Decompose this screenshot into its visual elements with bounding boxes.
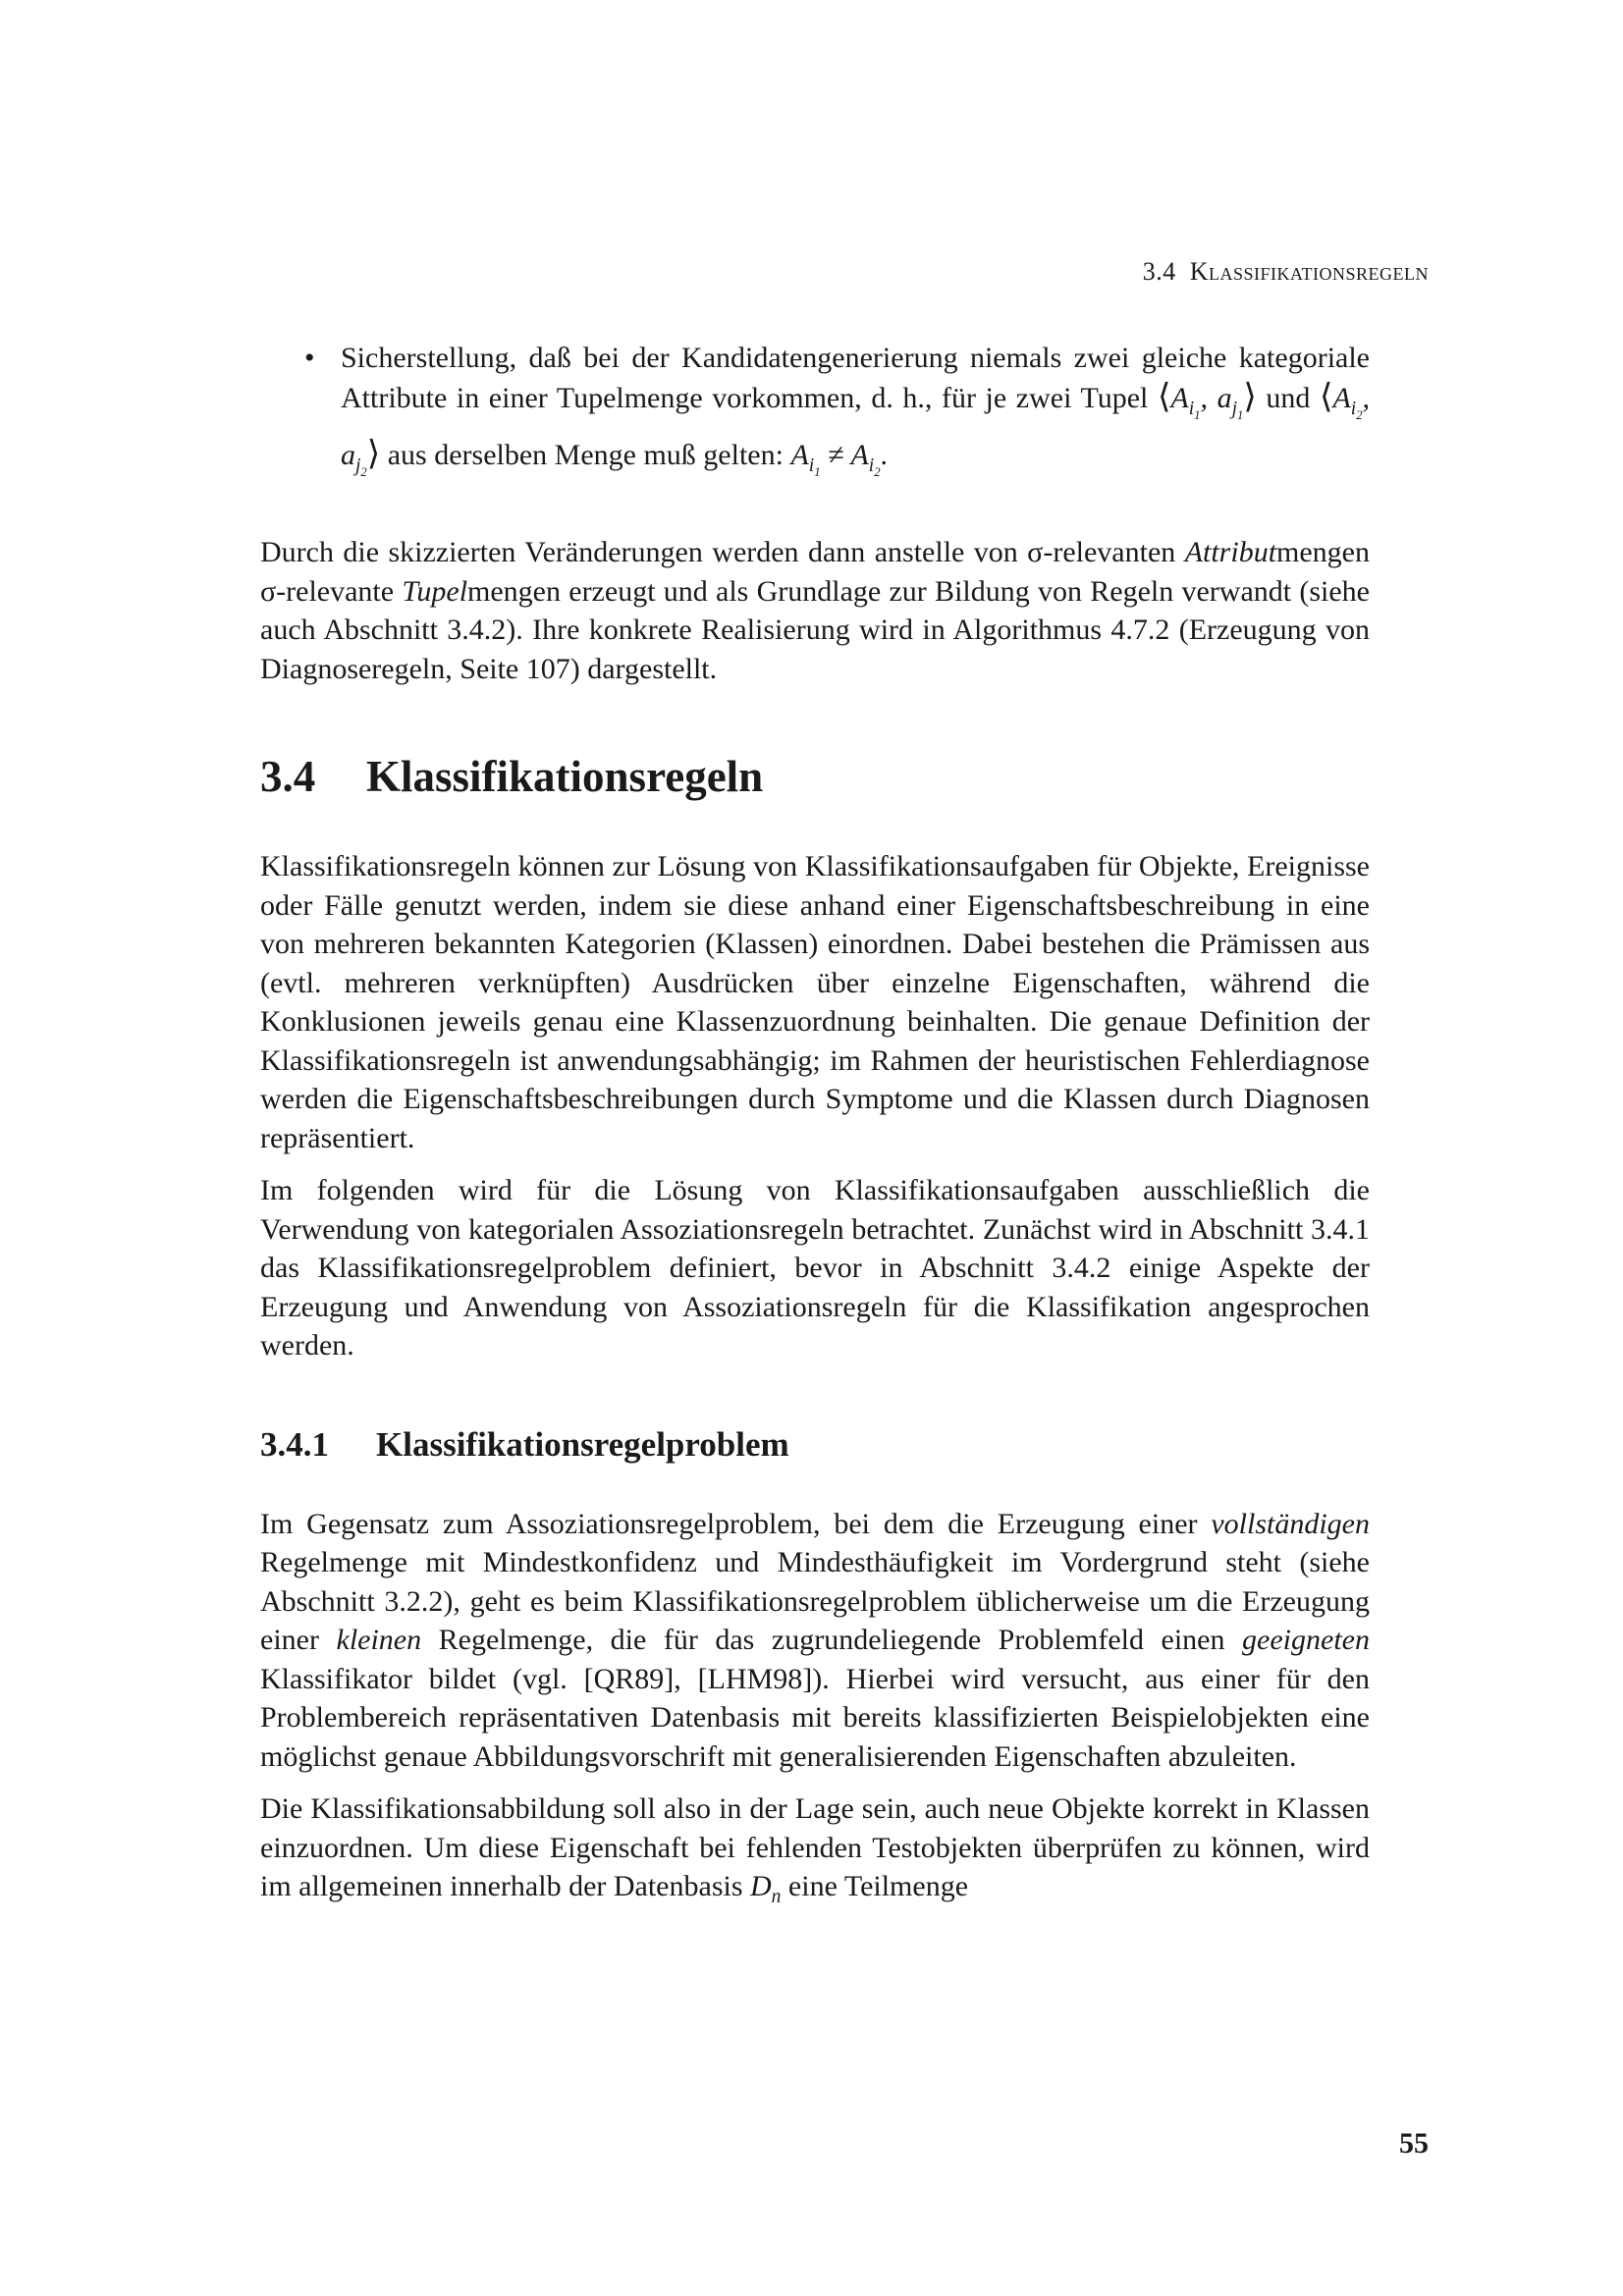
text-run: Klassifikator bildet (vgl. [QR89], [LHM98]). Hierbei wird versucht, aus einer für den Problembereich repräsentativen Datenbasis mit bereits klassifizierten Beispielobjekten eine möglichst genaue Abbildungsvorschrift mit generalisierenden Eigenschaften abzuleiten. bbox=[260, 1662, 1370, 1773]
bullet-dot-icon: • bbox=[304, 342, 315, 374]
inequality: $A_{i_1} \ne A_{i_2}$ bbox=[790, 438, 881, 479]
bullet-end: . bbox=[880, 438, 889, 471]
running-head bbox=[1143, 257, 1429, 287]
bullet-and: und bbox=[1256, 381, 1320, 414]
emphasis: vollständigen bbox=[1211, 1507, 1370, 1540]
section-heading bbox=[260, 751, 1370, 802]
section-title: Klassifikationsregeln bbox=[366, 752, 764, 802]
emphasis: Tupel bbox=[402, 574, 468, 608]
tuple-1: $⟨A_{i_1}$, $a_{j_1}⟩$ bbox=[1157, 377, 1257, 422]
text-run: Im Gegensatz zum Assoziationsregelproblem, bei dem die Erzeugung einer bbox=[260, 1507, 1212, 1540]
intro-paragraph bbox=[260, 533, 1370, 688]
subsection-paragraph-1 bbox=[260, 1505, 1370, 1777]
bullet-text bbox=[341, 339, 1370, 492]
subsection-number: 3.4.1 bbox=[260, 1424, 329, 1464]
text-run: mengen erzeugt und als Grundlage zur Bildung von Regeln verwandt (siehe auch Abschnitt 3.4.2). Ihre konkrete Realisierung wird in Algorithmus 4.7.2 (Erzeugung von Diagnoseregeln, Seite 107) dargestellt. bbox=[260, 574, 1370, 685]
bullet-text-part: aus derselben Menge muß gelten: bbox=[380, 438, 791, 471]
page-number: 55 bbox=[1399, 2127, 1429, 2160]
text-run: Die Klassifikationsabbildung soll also in der Lage sein, auch neue Objekte korrekt in Klassen einzuordnen. Um diese Eigenschaft bei fehlenden Testobjekten überprüfen zu können, wird im allgemeinen innerhalb der Datenbasis bbox=[260, 1792, 1370, 1903]
emphasis: Attribut bbox=[1184, 536, 1277, 569]
tuple-2: $⟨A_{i_2}$, $a_{j_2}⟩$ bbox=[341, 377, 1371, 479]
text-run: Regelmenge, die für das zugrundeliegende Problemfeld einen bbox=[421, 1624, 1243, 1657]
text-run: mengen σ-relevante bbox=[260, 536, 1370, 608]
text-run: Regelmenge mit Mindestkonfidenz und Mindesthäufigkeit im Vordergrund steht (siehe Abschnitt 3.2.2), geht es beim Klassifikationsregelproblem üblicherweise um die Erzeugung einer bbox=[260, 1546, 1370, 1657]
subsection-paragraph-2 bbox=[260, 1789, 1370, 1917]
running-head-title: Klassifikationsregeln bbox=[1189, 257, 1429, 286]
emphasis: kleinen bbox=[336, 1624, 422, 1657]
bullet-text-part: Sicherstellung, daß bei der Kandidatengenerierung niemals zwei gleiche kategoriale Attribute in einer Tupelmenge vorkommen, d. h., für je zwei Tupel bbox=[341, 342, 1370, 414]
running-head-number: 3.4 bbox=[1142, 257, 1176, 286]
section-number: 3.4 bbox=[260, 752, 316, 802]
section-paragraph-1: Klassifikationsregeln können zur Lösung von Klassifikationsaufgaben für Objekte, Ereignisse oder Fälle genutzt werden, indem sie diese anhand einer Eigenschaftsbeschreibung in eine von mehreren bekannten Kategorien (Klassen) einordnen. Dabei bestehen die Prämissen aus (evtl. mehreren verknüpften) Ausdrücken über einzelne Eigenschaften, während die Konklusionen jeweils genau eine Klassenzuordnung beinhalten. Die genaue Definition der Klassifikationsregeln ist anwendungsabhängig; im Rahmen der heuristischen Fehlerdiagnose werden die Eigenschaftsbeschreibungen durch Symptome und die Klassen durch Diagnosen repräsentiert. bbox=[260, 850, 1370, 1154]
text-run: Durch die skizzierten Veränderungen werden dann anstelle von σ-relevanten bbox=[260, 536, 1185, 569]
subsection-title: Klassifikationsregelproblem bbox=[376, 1424, 789, 1464]
text-run: eine Teilmenge bbox=[781, 1870, 969, 1903]
section-paragraph-2: Im folgenden wird für die Lösung von Klassifikationsaufgaben ausschließlich die Verwendung von kategorialen Assoziationsregeln betrachtet. Zunächst wird in Abschnitt 3.4.1 das Klassifikationsregelproblem definiert, bevor in Abschnitt 3.4.2 einige Aspekte der Erzeugung und Anwendung von Assoziationsregeln für die Klassifikation angesprochen werden. bbox=[260, 1174, 1370, 1362]
page-body bbox=[260, 339, 1370, 1917]
emphasis: geeigneten bbox=[1242, 1624, 1370, 1657]
dataset-symbol: $D_n$ bbox=[750, 1870, 782, 1908]
subsection-heading bbox=[260, 1424, 1370, 1466]
bullet-item bbox=[304, 339, 1370, 492]
